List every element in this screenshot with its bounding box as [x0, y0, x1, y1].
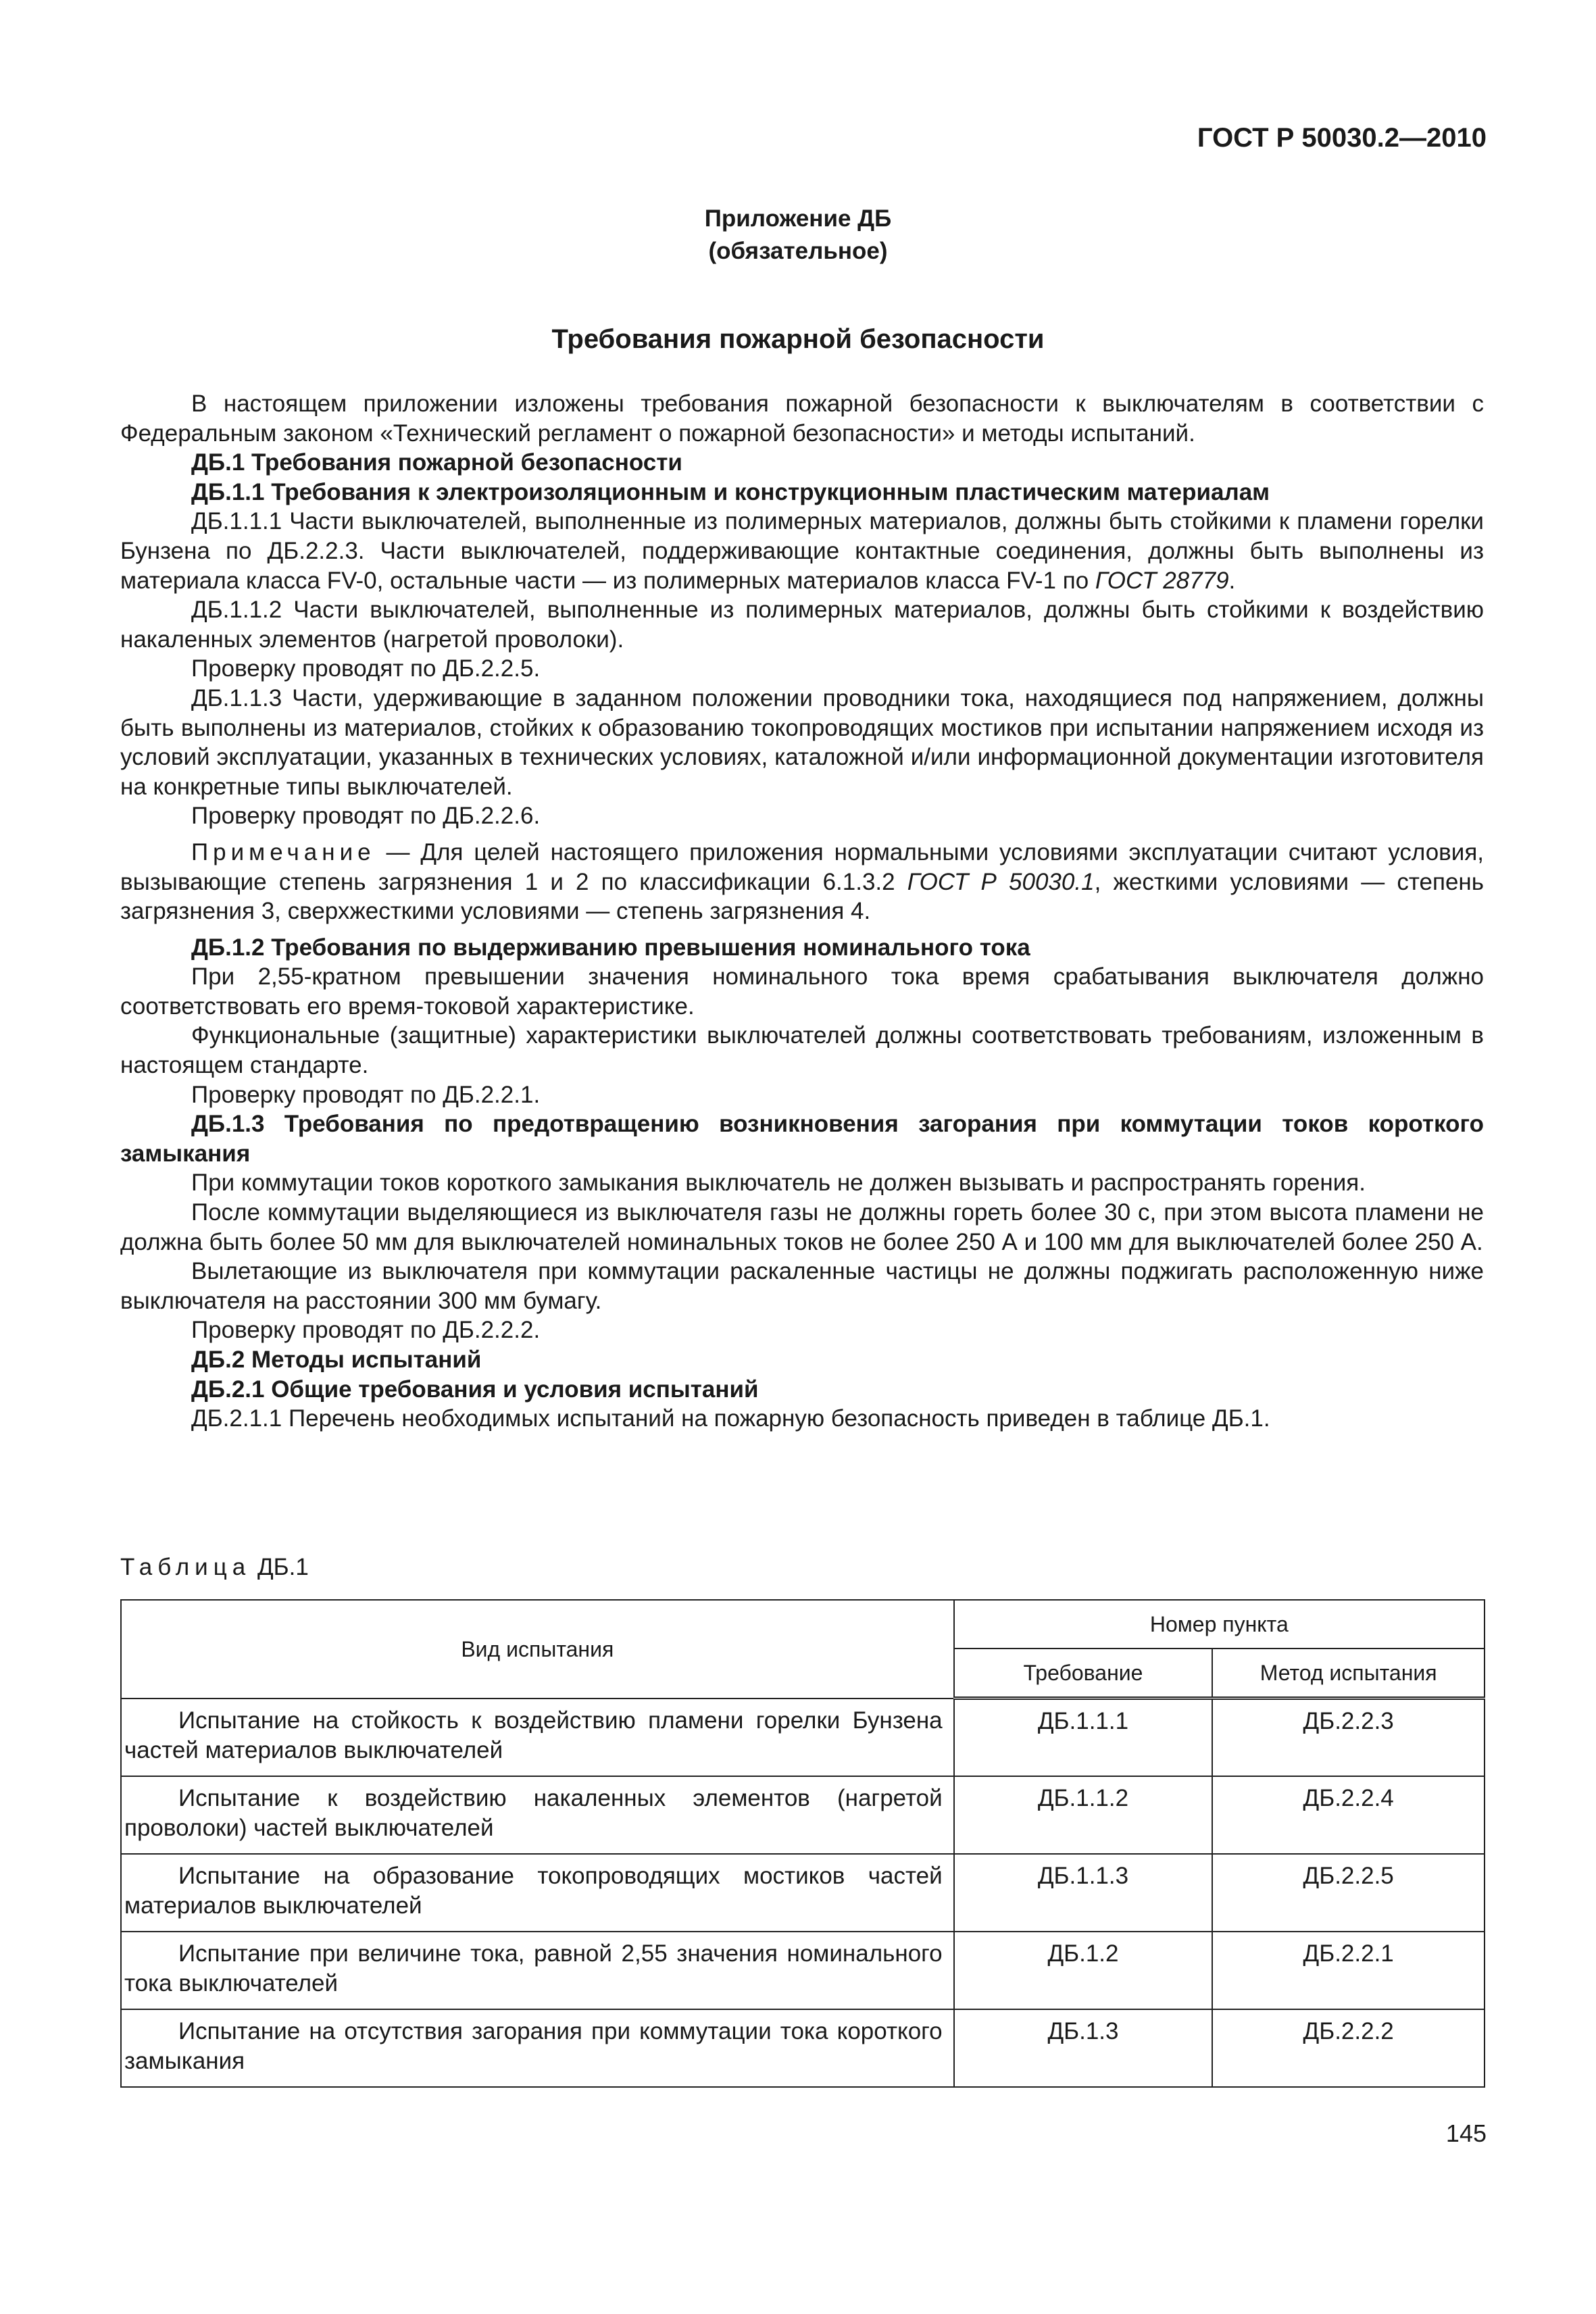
cell-test-name: Испытание к воздействию накаленных элементов (нагретой проволоки) частей выключателей — [121, 1776, 954, 1854]
appendix-status: (обязательное) — [708, 238, 888, 264]
cell-test-name: Испытание на образование токопроводящих мостиков частей материалов выключателей — [121, 1854, 954, 1932]
heading-db21: ДБ.2.1 Общие требования и условия испытаний — [191, 1376, 759, 1403]
cell-method: ДБ.2.2.1 — [1212, 1932, 1485, 2009]
appendix-heading — [0, 203, 1596, 268]
tests-table — [120, 1599, 1485, 2088]
heading-db13: ДБ.1.3 Требования по предотвращению возникновения загорания при коммутации токов короткого замыкания — [120, 1111, 1484, 1167]
check-note-226: Проверку проводят по ДБ.2.2.6. — [191, 803, 541, 830]
table-row — [121, 1854, 1485, 1932]
cell-requirement: ДБ.1.1.1 — [954, 1699, 1213, 1776]
cell-requirement: ДБ.1.1.3 — [954, 1854, 1213, 1932]
cell-requirement: ДБ.1.3 — [954, 2009, 1213, 2087]
cell-test-name: Испытание при величине тока, равной 2,55 значения номинального тока выключателей — [121, 1932, 954, 2009]
cell-method: ДБ.2.2.5 — [1212, 1854, 1485, 1932]
check-note-225: Проверку проводят по ДБ.2.2.5. — [191, 655, 541, 682]
reference-gost-50030-1: ГОСТ Р 50030.1 — [907, 868, 1095, 895]
paragraph-db12b: Функциональные (защитные) характеристики выключателей должны соответствовать требованиям, изложенным в настоящем стандарте. — [120, 1022, 1484, 1079]
check-note-221: Проверку проводят по ДБ.2.2.1. — [191, 1081, 541, 1108]
heading-db2: ДБ.2 Методы испытаний — [191, 1347, 482, 1373]
table-caption-word: Таблица — [120, 1554, 251, 1580]
document-body — [120, 389, 1484, 1434]
paragraph-db211: ДБ.2.1.1 Перечень необходимых испытаний на пожарную безопасность приведен в таблице ДБ.1. — [191, 1405, 1270, 1432]
heading-db1: ДБ.1 Требования пожарной безопасности — [191, 449, 682, 476]
paragraph-db13c: Вылетающие из выключателя при коммутации раскаленные частицы не должны поджигать расположенную ниже выключателя на расстоянии 300 мм бумагу. — [120, 1258, 1484, 1314]
paragraph-db111-end: . — [1228, 567, 1236, 594]
intro-paragraph: В настоящем приложении изложены требования пожарной безопасности к выключателям в соответствии с Федеральным законом «Технический регламент о пожарной безопасности» и методы испытаний. — [120, 391, 1484, 447]
paragraph-db12a: При 2,55-кратном превышении значения номинального тока время срабатывания выключателя должно соответствовать его время-токовой характеристике. — [120, 963, 1484, 1020]
cell-method: ДБ.2.2.2 — [1212, 2009, 1485, 2087]
cell-method: ДБ.2.2.3 — [1212, 1699, 1485, 1776]
table-caption-number: ДБ.1 — [251, 1554, 309, 1580]
cell-test-name: Испытание на отсутствия загорания при коммутации тока короткого замыкания — [121, 2009, 954, 2087]
table-caption — [120, 1554, 309, 1581]
heading-db12: ДБ.1.2 Требования по выдерживанию превышения номинального тока — [191, 934, 1030, 961]
heading-db11: ДБ.1.1 Требования к электроизоляционным и конструкционным пластическим материалам — [191, 478, 1270, 505]
paragraph-db111-text: ДБ.1.1.1 Части выключателей, выполненные из полимерных материалов, должны быть стойкими к пламени горелки Бунзена по ДБ.2.2.3. Части выключателей, поддерживающие контактные соединения, должны быть выполнены из материала класса FV-0, остальные части — из полимерных материалов класса FV-1 по — [120, 508, 1484, 594]
appendix-title: Приложение ДБ — [704, 205, 892, 232]
paragraph-db13a: При коммутации токов короткого замыкания выключатель не должен вызывать и распространять горения. — [191, 1169, 1366, 1197]
paragraph-db13b: После коммутации выделяющиеся из выключателя газы не должны гореть более 30 с, при этом высота пламени не должна быть более 50 мм для выключателей номинальных токов не более 250 А и 100 мм для выключателей более 250 А. — [120, 1199, 1484, 1255]
section-title: Требования пожарной безопасности — [551, 324, 1045, 354]
reference-gost-28779: ГОСТ 28779 — [1095, 567, 1229, 594]
note-text-b: , жесткими условиями — степень загрязнения 3, сверхжесткими условиями — степень загрязнения 4. — [120, 868, 1484, 925]
table-row — [121, 1776, 1485, 1854]
header-method: Метод испытания — [1212, 1649, 1485, 1699]
header-item-number: Номер пункта — [954, 1600, 1485, 1649]
paragraph-db112: ДБ.1.1.2 Части выключателей, выполненные из полимерных материалов, должны быть стойкими к воздействию накаленных элементов (нагретой проволоки). — [120, 597, 1484, 653]
document-code: ГОСТ Р 50030.2—2010 — [1197, 123, 1487, 153]
page-number: 145 — [1445, 2119, 1487, 2147]
table-row — [121, 1932, 1485, 2009]
cell-requirement: ДБ.1.1.2 — [954, 1776, 1213, 1854]
header-requirement: Требование — [954, 1649, 1213, 1699]
cell-method: ДБ.2.2.4 — [1212, 1776, 1485, 1854]
check-note-222: Проверку проводят по ДБ.2.2.2. — [191, 1317, 541, 1344]
header-test-type: Вид испытания — [121, 1600, 954, 1699]
cell-requirement: ДБ.1.2 — [954, 1932, 1213, 2009]
table-row — [121, 2009, 1485, 2087]
table-row — [121, 1699, 1485, 1776]
paragraph-db111 — [120, 507, 1484, 595]
note-paragraph — [120, 838, 1484, 926]
note-text-a: — Для целей настоящего приложения нормальными условиями эксплуатации считают условия, вызывающие степень загрязнения 1 и 2 по классификации 6.1.3.2 — [120, 838, 1484, 895]
paragraph-db113: ДБ.1.1.3 Части, удерживающие в заданном положении проводники тока, находящиеся под напряжением, должны быть выполнены из материалов, стойких к образованию токопроводящих мостиков при испытании напряжением исходя из условий эксплуатации, указанных в технических условиях, каталожной и/или информационной документации изготовителя на конкретные типы выключателей. — [120, 684, 1484, 800]
note-label: Примечание — [191, 838, 376, 865]
cell-test-name: Испытание на стойкость к воздействию пламени горелки Бунзена частей материалов выключателей — [121, 1699, 954, 1776]
